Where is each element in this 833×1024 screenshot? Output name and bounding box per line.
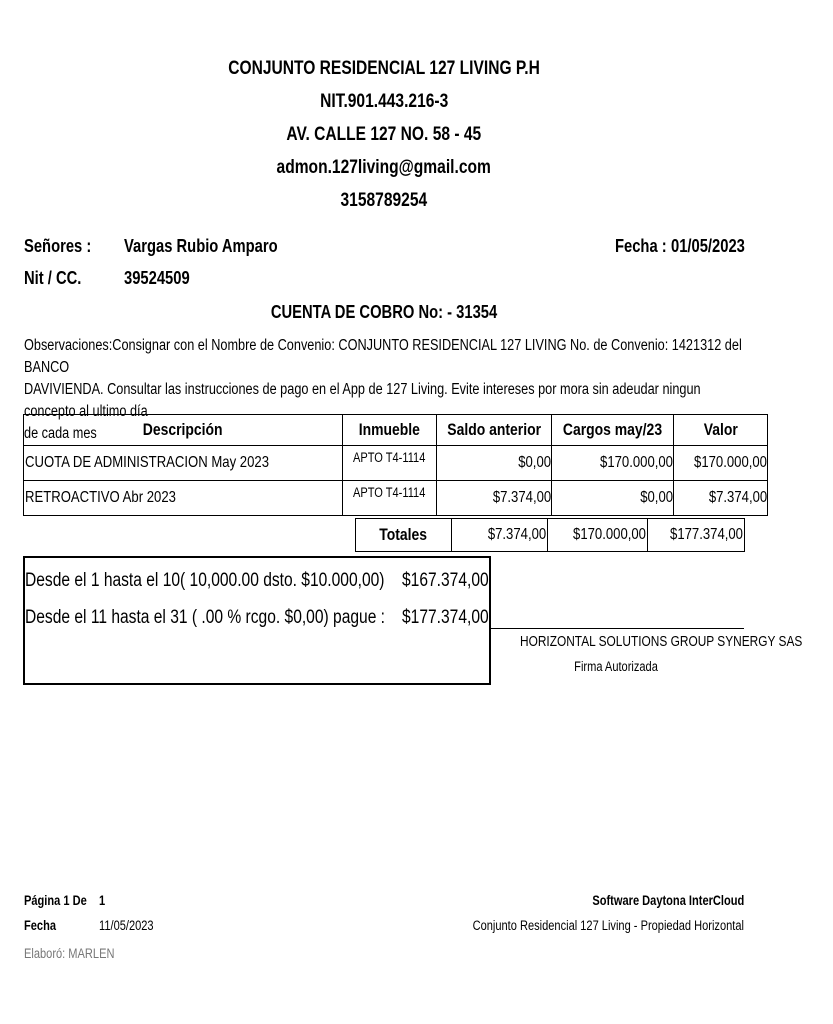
header-valor: Valor: [703, 420, 738, 439]
company-nit: NIT.901.443.216-3: [319, 91, 449, 112]
charges-table: [23, 414, 768, 516]
company-email: admon.127living@gmail.com: [276, 157, 492, 178]
header-inmueble: Inmueble: [358, 420, 420, 439]
row-inmueble: APTO T4-1114: [353, 450, 426, 465]
nit-label: Nit / CC.: [24, 268, 82, 288]
payment-late-text: Desde el 11 hasta el 31 ( .00 % rcgo. $0,00) pague :: [25, 607, 386, 628]
row-cargos: $170.000,00: [599, 454, 673, 471]
row-inmueble: APTO T4-1114: [353, 485, 426, 500]
signature-label: Firma Autorizada: [574, 659, 659, 674]
totals-saldo: $7.374,00: [487, 526, 546, 543]
row-saldo: $7.374,00: [492, 489, 551, 506]
row-valor: $170.000,00: [694, 454, 767, 471]
footer-fecha-label: Fecha: [24, 918, 57, 933]
row-descripcion: CUOTA DE ADMINISTRACION May 2023: [25, 454, 269, 471]
row-descripcion: RETROACTIVO Abr 2023: [25, 489, 176, 506]
table-header-row: [24, 415, 768, 446]
payment-early-text: Desde el 1 hasta el 10( 10,000.00 dsto. $10.000,00): [25, 570, 385, 591]
company-phone: 3158789254: [340, 190, 428, 211]
table-row: [24, 446, 768, 481]
signature-line: [489, 628, 744, 629]
observaciones-line: DAVIVIENDA. Consultar las instrucciones de pago en el App de 127 Living. Evite intereses por mora sin adeudar ningun concepto al ultimo día: [24, 381, 701, 420]
cuenta-cobro-title: CUENTA DE COBRO No: - 31354: [270, 302, 498, 322]
payment-late-amount: $177.374,00: [402, 607, 489, 628]
footer-fecha-value: 11/05/2023: [99, 918, 154, 933]
footer-pagina-label: Página 1 De: [24, 893, 87, 908]
senores-label: Señores :: [24, 236, 92, 256]
totals-valor: $177.374,00: [670, 526, 743, 543]
footer-elaboro: Elaboró: MARLEN: [24, 946, 115, 961]
company-address: AV. CALLE 127 NO. 58 - 45: [286, 124, 482, 145]
totals-cargos: $170.000,00: [573, 526, 646, 543]
header-cargos: Cargos may/23: [562, 420, 662, 439]
row-valor: $7.374,00: [708, 489, 767, 506]
header-descripcion: Descripción: [143, 420, 223, 439]
footer-pagina-value: 1: [99, 893, 106, 908]
signature-company: HORIZONTAL SOLUTIONS GROUP SYNERGY SAS: [519, 634, 803, 650]
observaciones-line: de cada mes: [24, 425, 97, 442]
observaciones-line: Observaciones:Consignar con el Nombre de Convenio: CONJUNTO RESIDENCIAL 127 LIVING No. de Convenio: 1421312 del BANCO: [24, 337, 742, 376]
table-row: [24, 481, 768, 516]
footer-software: Software Daytona InterCloud: [592, 893, 744, 908]
row-cargos: $0,00: [639, 489, 673, 506]
document-header: [0, 52, 768, 217]
header-saldo-anterior: Saldo anterior: [446, 420, 541, 439]
payment-early-amount: $167.374,00: [402, 570, 489, 591]
totals-table: [355, 518, 745, 552]
payment-conditions-box: [23, 556, 491, 685]
document-date: 01/05/2023: [671, 236, 745, 256]
client-nit: 39524509: [124, 268, 190, 288]
fecha-label: Fecha :: [615, 236, 667, 256]
totals-row: [356, 519, 745, 552]
row-saldo: $0,00: [517, 454, 551, 471]
company-name: CONJUNTO RESIDENCIAL 127 LIVING P.H: [228, 58, 540, 79]
totals-label: Totales: [379, 525, 428, 544]
client-name: Vargas Rubio Amparo: [124, 236, 278, 256]
footer-entity: Conjunto Residencial 127 Living - Propiedad Horizontal: [472, 918, 744, 933]
